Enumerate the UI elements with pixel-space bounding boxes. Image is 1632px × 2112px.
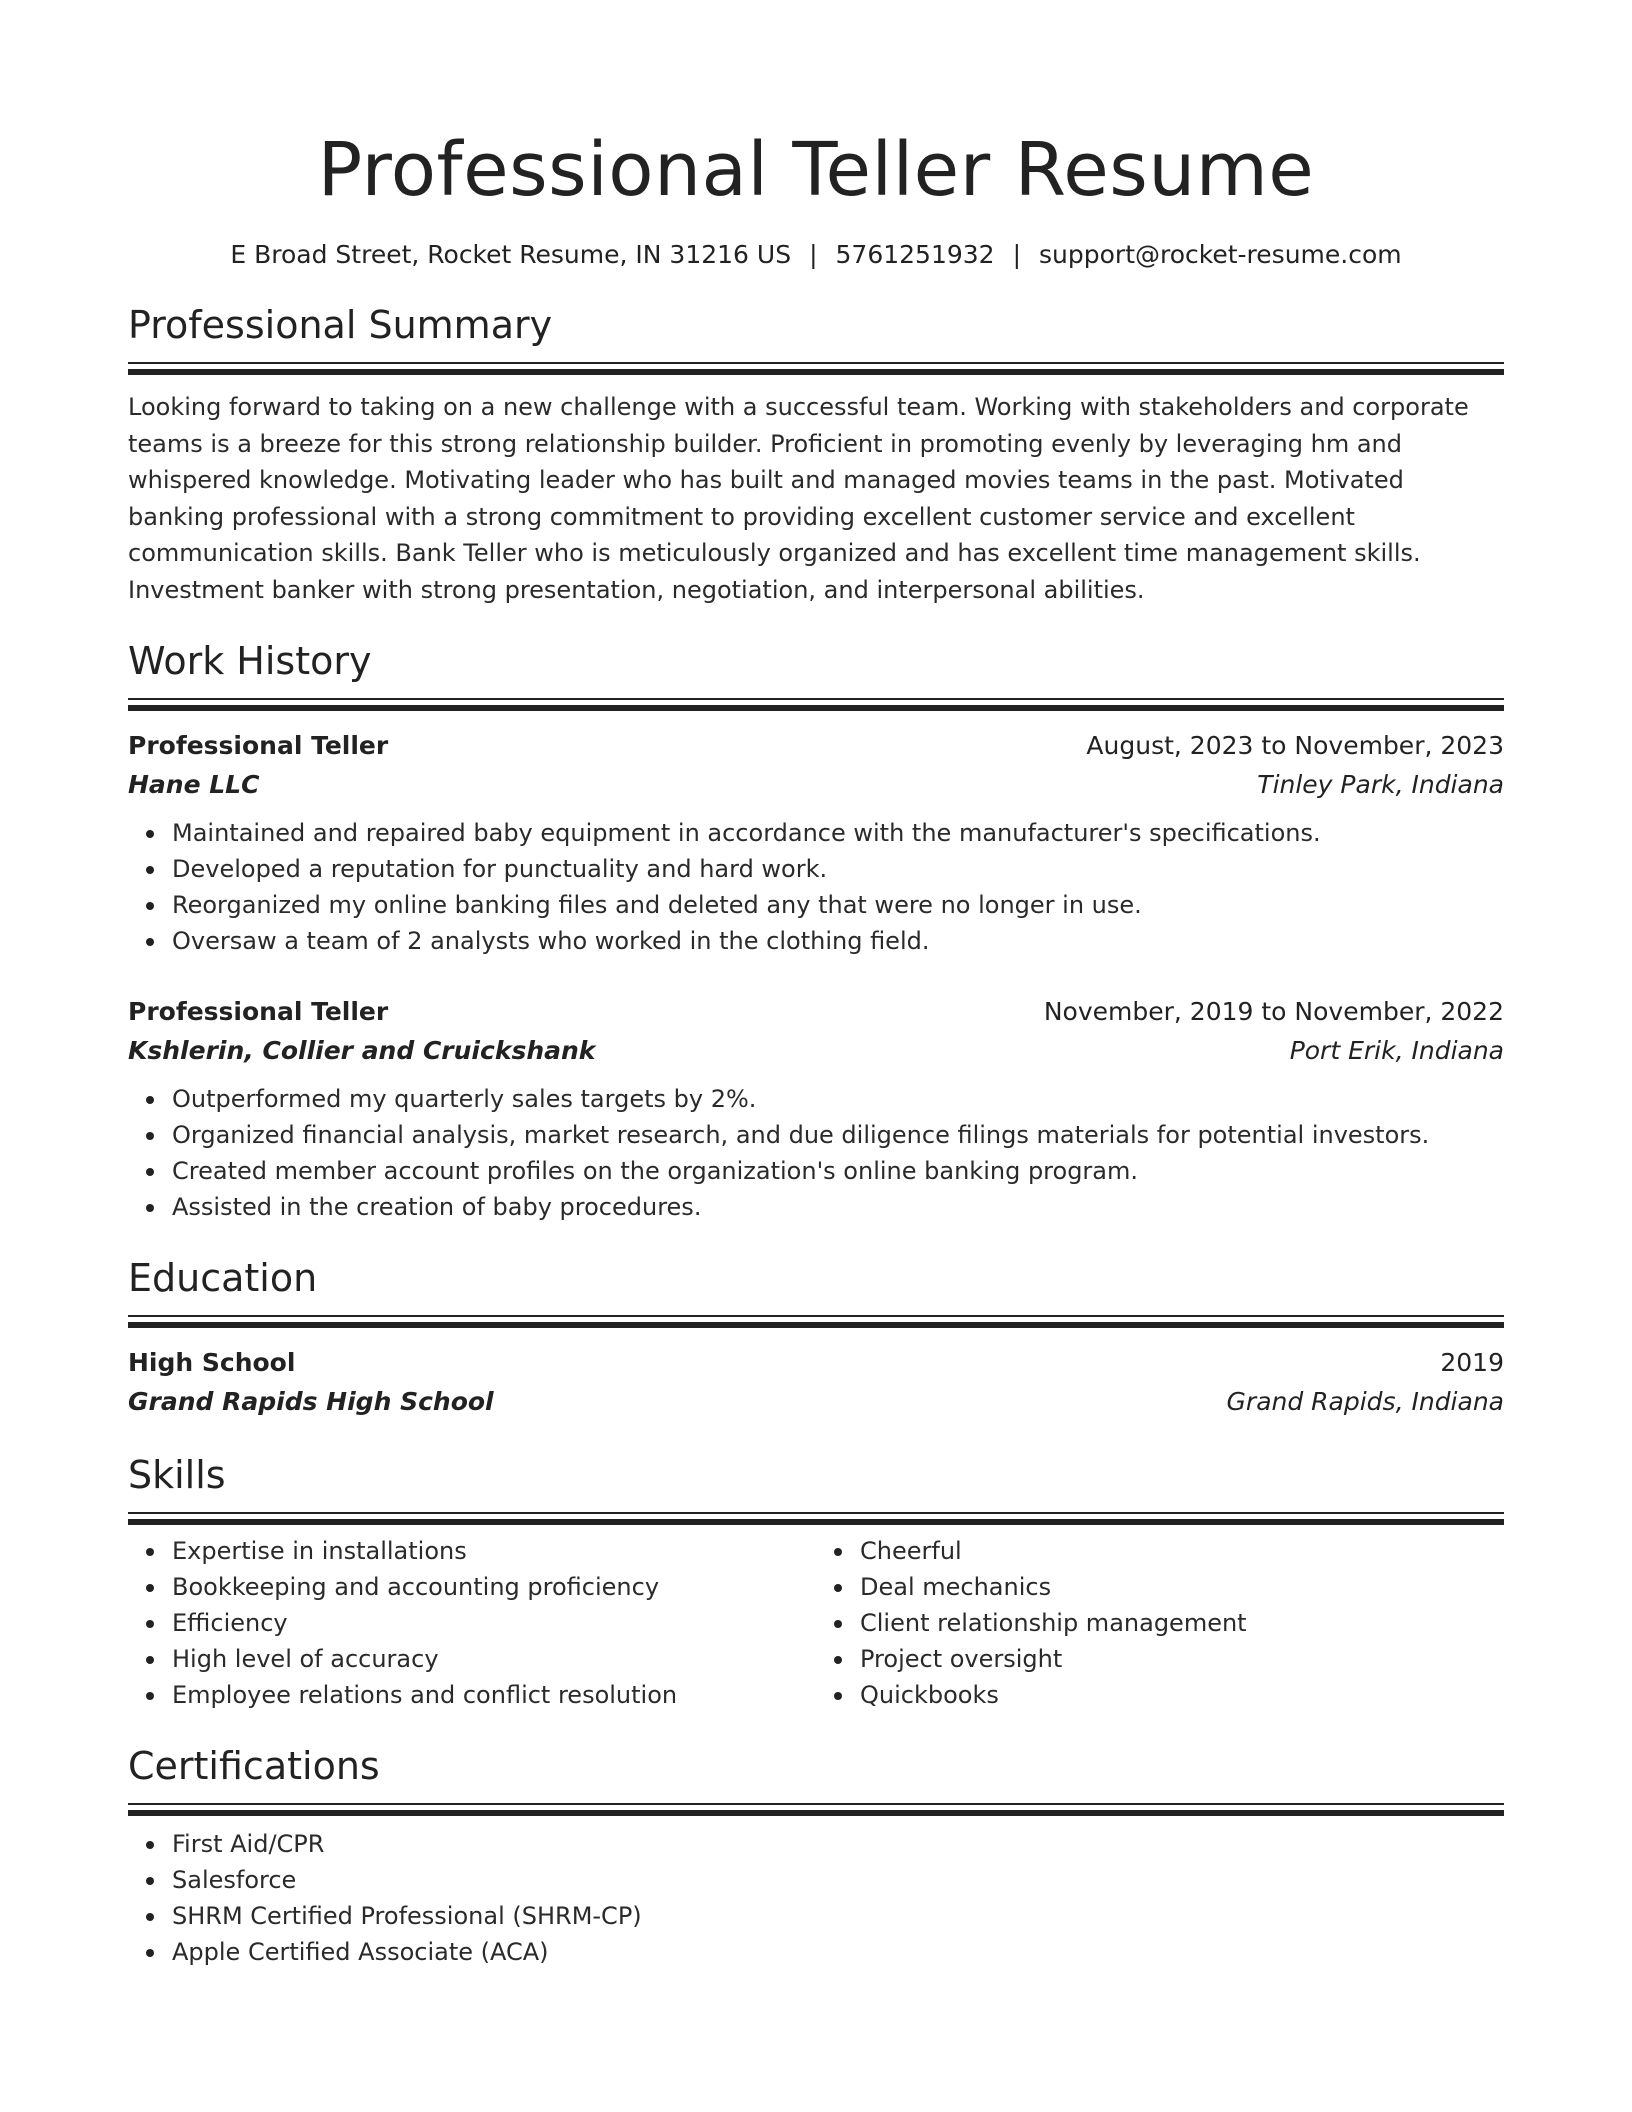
job-header-row — [128, 727, 1504, 765]
job-entry — [128, 993, 1504, 1225]
education-header-row — [128, 1344, 1504, 1382]
education-section — [128, 1253, 1504, 1422]
contact-separator: | — [809, 240, 818, 269]
work-history-section — [128, 636, 1504, 1225]
list-item: High level of accuracy — [172, 1641, 816, 1677]
certifications-heading: Certifications — [128, 1744, 380, 1788]
resume-title: Professional Teller Resume — [317, 127, 1315, 213]
contact-address: E Broad Street, Rocket Resume, IN 31216 US — [230, 240, 792, 269]
list-item: Employee relations and conflict resolution — [172, 1677, 816, 1713]
list-item: Created member account profiles on the organization's online banking program. — [172, 1153, 1504, 1189]
contact-line — [128, 238, 1504, 272]
job-employer-row — [128, 1031, 1504, 1071]
job-entry — [128, 727, 1504, 959]
skills-section — [128, 1450, 1504, 1713]
list-item: Developed a reputation for punctuality and hard work. — [172, 851, 1504, 887]
section-divider — [128, 362, 1504, 375]
skills-list-right — [816, 1533, 1504, 1713]
contact-separator: | — [1012, 240, 1022, 269]
list-item: Assisted in the creation of baby procedures. — [172, 1189, 1504, 1225]
list-item: Bookkeeping and accounting proficiency — [172, 1569, 816, 1605]
contact-phone: 5761251932 — [835, 240, 995, 269]
list-item: Organized financial analysis, market research, and due diligence filings materials for potential investors. — [172, 1117, 1504, 1153]
list-item: Oversaw a team of 2 analysts who worked in the clothing field. — [172, 923, 1504, 959]
list-item: Outperformed my quarterly sales targets by 2%. — [172, 1081, 1504, 1117]
certifications-list — [128, 1826, 1504, 1970]
skills-heading: Skills — [128, 1453, 226, 1497]
job-bullets — [128, 815, 1504, 959]
skills-grid — [128, 1533, 1504, 1713]
job-employer: Kshlerin, Collier and Cruickshank — [128, 1036, 596, 1065]
skills-list-left — [128, 1533, 816, 1713]
section-divider — [128, 1315, 1504, 1328]
section-divider — [128, 698, 1504, 711]
job-location: Port Erik, Indiana — [1289, 1036, 1504, 1065]
list-item: Salesforce — [172, 1862, 1504, 1898]
job-bullets — [128, 1081, 1504, 1225]
summary-heading: Professional Summary — [128, 303, 553, 347]
certifications-section — [128, 1741, 1504, 1970]
contact-email: support@rocket-resume.com — [1039, 240, 1402, 269]
list-item: Quickbooks — [860, 1677, 1504, 1713]
list-item: Client relationship management — [860, 1605, 1504, 1641]
job-title: Professional Teller — [128, 731, 389, 760]
section-divider — [128, 1512, 1504, 1525]
list-item: Project oversight — [860, 1641, 1504, 1677]
summary-text: Looking forward to taking on a new challenge with a successful team. Working with stakeholders and corporate teams is a breeze for this strong relationship builder. Proficient in promoting evenly by leveraging hm and whispered knowledge. Motivating leader who has built and managed movies teams in the past. Motivated banking professional with a strong commitment to providing excellent customer service and excellent communication skills. Bank Teller who is meticulously organized and has excellent time management skills. Investment banker with strong presentation, negotiation, and interpersonal abilities. — [128, 393, 1469, 604]
education-school-row — [128, 1382, 1504, 1422]
education-school: Grand Rapids High School — [128, 1387, 494, 1416]
education-location: Grand Rapids, Indiana — [1226, 1387, 1504, 1416]
list-item: First Aid/CPR — [172, 1826, 1504, 1862]
education-entry — [128, 1344, 1504, 1422]
list-item: Reorganized my online banking files and deleted any that were no longer in use. — [172, 887, 1504, 923]
list-item: SHRM Certified Professional (SHRM-CP) — [172, 1898, 1504, 1934]
education-year: 2019 — [1440, 1348, 1504, 1377]
section-divider — [128, 1803, 1504, 1816]
summary-section — [128, 300, 1504, 608]
education-heading: Education — [128, 1256, 318, 1300]
job-header-row — [128, 993, 1504, 1031]
list-item: Expertise in installations — [172, 1533, 816, 1569]
job-title: Professional Teller — [128, 997, 389, 1026]
list-item: Deal mechanics — [860, 1569, 1504, 1605]
job-location: Tinley Park, Indiana — [1257, 770, 1504, 799]
list-item: Efficiency — [172, 1605, 816, 1641]
list-item: Cheerful — [860, 1533, 1504, 1569]
work-history-heading: Work History — [128, 639, 372, 683]
education-degree: High School — [128, 1348, 296, 1377]
list-item: Maintained and repaired baby equipment in accordance with the manufacturer's specifications. — [172, 815, 1504, 851]
job-dates: November, 2019 to November, 2022 — [1043, 997, 1504, 1026]
job-employer: Hane LLC — [128, 770, 260, 799]
list-item: Apple Certified Associate (ACA) — [172, 1934, 1504, 1970]
job-dates: August, 2023 to November, 2023 — [1086, 731, 1504, 760]
job-employer-row — [128, 765, 1504, 805]
